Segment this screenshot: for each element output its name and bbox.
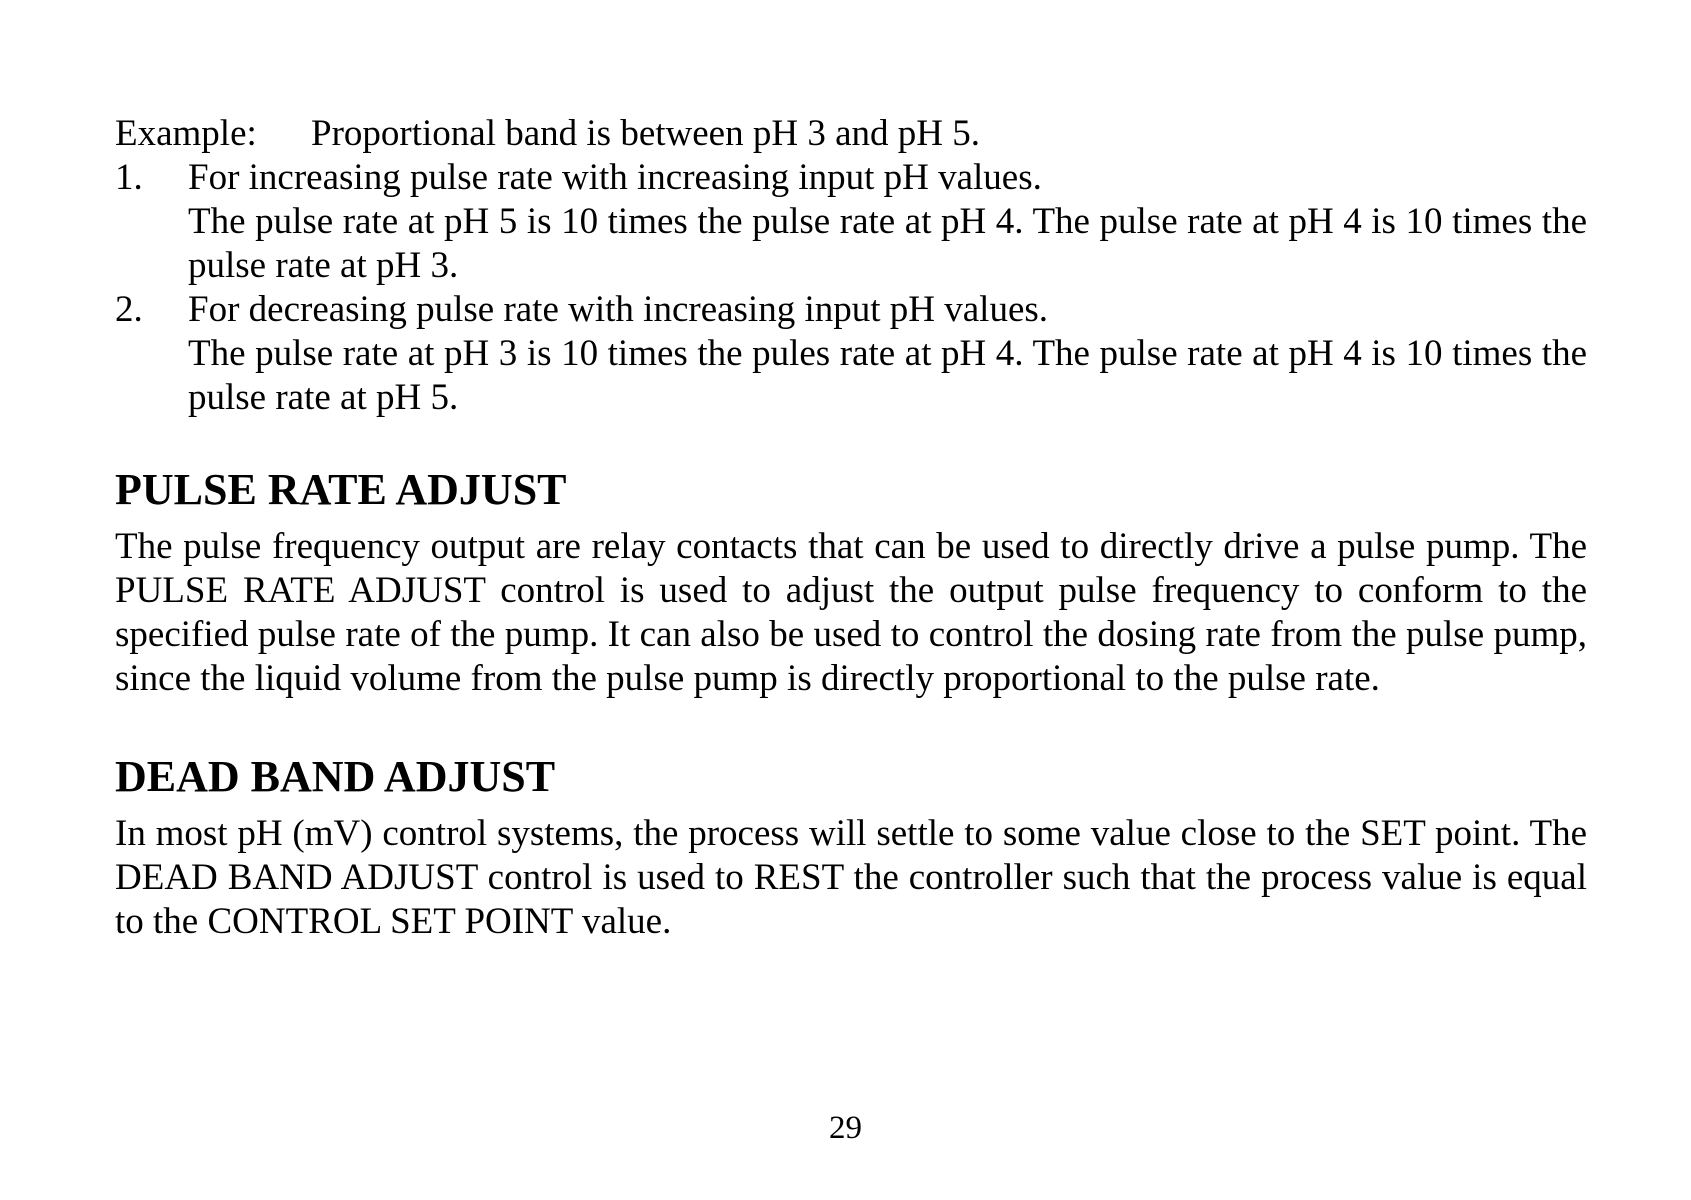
list-item-title: For decreasing pulse rate with increasing input pH values.	[188, 289, 1049, 330]
list-number: 2.	[115, 289, 143, 330]
section-body-pulse-rate-adjust: The pulse frequency output are relay contacts that can be used to directly drive a pulse pump. The PULSE RATE ADJUST control is used to adjust the output pulse frequency to conform to the specified pulse rate of the pump. It can also be used to control the dosing rate from the pulse pump, since the liquid volume from the pulse pump is directly proportional to the pulse rate.	[115, 526, 1587, 699]
section-heading-pulse-rate-adjust: PULSE RATE ADJUST	[115, 465, 567, 514]
list-item-content	[188, 288, 1587, 420]
section-body-dead-band-adjust: In most pH (mV) control systems, the process will settle to some value close to the SET point. The DEAD BAND ADJUST control is used to REST the controller such that the process value is equal to the CONTROL SET POINT value.	[115, 813, 1587, 942]
list-item-content	[188, 156, 1587, 288]
example-line	[115, 112, 1587, 156]
page-number: 29	[829, 1110, 862, 1146]
example-label: Example:	[115, 113, 257, 154]
list-item-1	[115, 156, 1587, 288]
list-number: 1.	[115, 157, 143, 198]
document-page	[115, 112, 1587, 944]
list-item-title: For increasing pulse rate with increasing input pH values.	[188, 157, 1042, 198]
list-item-body: The pulse rate at pH 5 is 10 times the pulse rate at pH 4. The pulse rate at pH 4 is 10 times the pulse rate at pH 3.	[188, 201, 1587, 286]
section-heading-dead-band-adjust: DEAD BAND ADJUST	[115, 752, 556, 801]
list-item-body: The pulse rate at pH 3 is 10 times the pules rate at pH 4. The pulse rate at pH 4 is 10 times the pulse rate at pH 5.	[188, 333, 1587, 418]
list-item-2	[115, 288, 1587, 420]
example-text: Proportional band is between pH 3 and pH 5.	[311, 113, 980, 154]
